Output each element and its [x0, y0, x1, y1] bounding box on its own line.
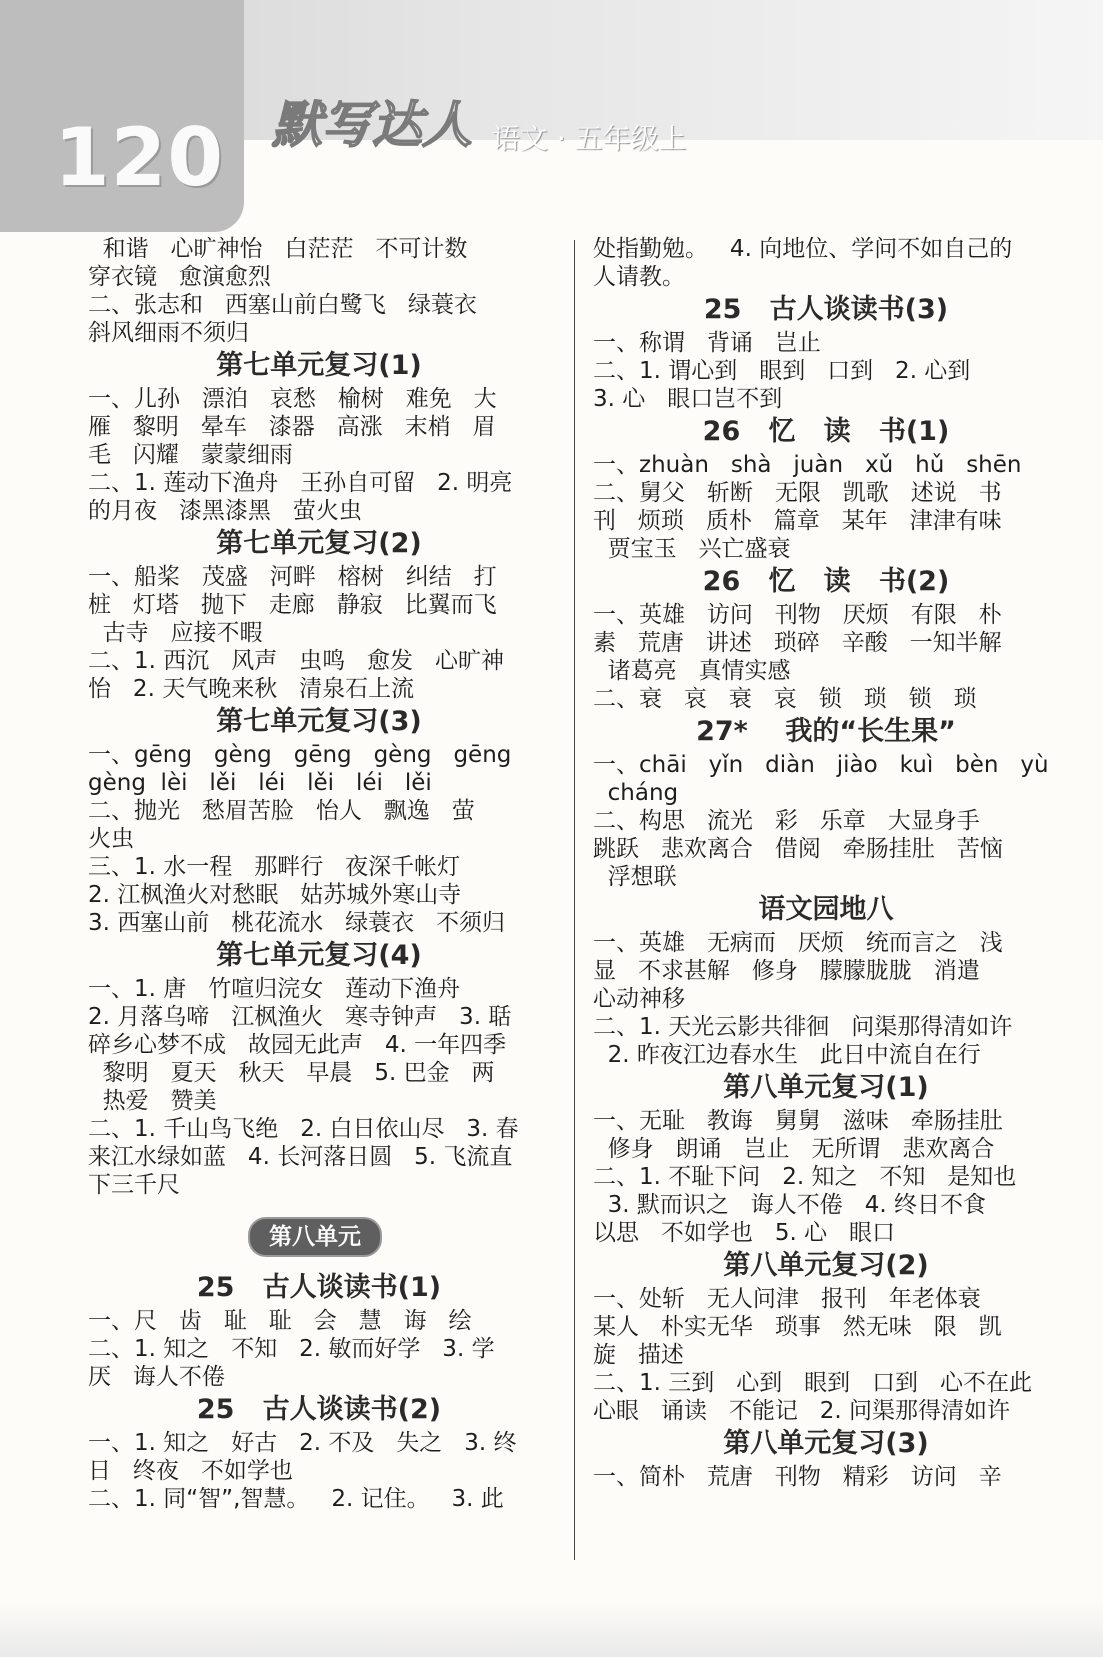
- answer-line: 二、1. 千山鸟飞绝 2. 白日依山尽 3. 春: [88, 1116, 519, 1142]
- section-heading: 25 古人谈读书(1): [196, 1272, 442, 1303]
- answer-line: 二、1. 西沉 风声 虫鸣 愈发 心旷神: [88, 648, 504, 674]
- right-column: [593, 235, 1059, 1491]
- answer-line: 一、儿孙 漂泊 哀愁 榆树 难免 大: [88, 386, 497, 412]
- answer-line: 热爱 赞美: [88, 1088, 217, 1114]
- answer-line: 二、衰 哀 衰 哀 锁 琐 锁 琐: [593, 686, 977, 712]
- page-header: [0, 0, 1103, 232]
- answer-line: 心动神移: [593, 986, 685, 1012]
- answer-line: 一、1. 唐 竹喧归浣女 莲动下渔舟: [88, 976, 461, 1002]
- answer-line: 二、张志和 西塞山前白鹭飞 绿蓑衣: [88, 292, 477, 318]
- answer-line: 一、尺 齿 耻 耻 会 慧 诲 绘: [88, 1308, 472, 1334]
- answer-line: 某人 朴实无华 琐事 然无味 限 凯: [593, 1314, 1002, 1340]
- answer-line: 二、1. 莲动下渔舟 王孙自可留 2. 明亮: [88, 470, 513, 496]
- section-heading: 语文园地八: [758, 894, 894, 925]
- answer-line: 穿衣镜 愈演愈烈: [88, 264, 271, 290]
- answer-line: 二、1. 天光云影共徘徊 问渠那得清如许: [593, 1014, 1013, 1040]
- answer-line: 一、zhuàn shà juàn xǔ hǔ shēn: [593, 452, 1022, 478]
- subject-label: 语文 · 五年级上: [492, 122, 687, 155]
- answer-line: 诸葛亮 真情实感: [593, 658, 791, 684]
- answer-line: 火虫: [88, 826, 134, 852]
- page-number: 120: [54, 111, 224, 204]
- answer-line: 浮想联: [593, 864, 677, 890]
- answer-line: 一、简朴 荒唐 刊物 精彩 访问 辛: [593, 1464, 1002, 1490]
- answer-line: 3. 默而识之 诲人不倦 4. 终日不食: [593, 1192, 986, 1218]
- answer-line: 日 终夜 不如学也: [88, 1458, 293, 1484]
- answer-line: 二、1. 三到 心到 眼到 口到 心不在此: [593, 1370, 1032, 1396]
- answer-line: 和谐 心旷神怡 白茫茫 不可计数: [88, 236, 468, 262]
- answer-line: 的月夜 漆黑漆黑 萤火虫: [88, 498, 362, 524]
- answer-line: 显 不求甚解 修身 朦朦胧胧 消遣: [593, 958, 980, 984]
- answer-line: 桩 灯塔 抛下 走廊 静寂 比翼而飞: [88, 592, 497, 618]
- answer-line: 修身 朗诵 岂止 无所谓 悲欢离合: [593, 1136, 995, 1162]
- section-heading: 第七单元复习(2): [216, 528, 422, 559]
- answer-line: 一、处斩 无人问津 报刊 年老体衰: [593, 1286, 981, 1312]
- section-heading: 第七单元复习(4): [216, 940, 422, 971]
- answer-line: 下三千尺: [88, 1172, 180, 1198]
- answer-line: 雁 黎明 晕车 漆器 高涨 末梢 眉: [88, 414, 496, 440]
- section-heading: 27* 我的“长生果”: [696, 716, 956, 747]
- answer-line: 2. 昨夜江边春水生 此日中流自在行: [593, 1042, 981, 1068]
- unit-badge: 第八单元: [248, 1217, 382, 1257]
- column-divider: [574, 240, 575, 1560]
- answer-line: 来江水绿如蓝 4. 长河落日圆 5. 飞流直: [88, 1144, 513, 1170]
- answer-line: 一、船桨 茂盛 河畔 榕树 纠结 打: [88, 564, 497, 590]
- section-heading: 25 古人谈读书(3): [703, 294, 949, 325]
- answer-line: 毛 闪耀 蒙蒙细雨: [88, 442, 293, 468]
- answer-line: 一、1. 知之 好古 2. 不及 失之 3. 终: [88, 1430, 517, 1456]
- answer-line: 斜风细雨不须归: [88, 320, 249, 346]
- page-footer-shade: [0, 1600, 1103, 1657]
- answer-line: 二、1. 谓心到 眼到 口到 2. 心到: [593, 358, 971, 384]
- answer-line: 3. 西塞山前 桃花流水 绿蓑衣 不须归: [88, 910, 506, 936]
- section-heading: 第八单元复习(2): [723, 1250, 929, 1281]
- answer-line: 碎乡心梦不成 故园无此声 4. 一年四季: [88, 1032, 507, 1058]
- section-heading: 第七单元复习(1): [216, 350, 422, 381]
- answer-line: 二、1. 知之 不知 2. 敏而好学 3. 学: [88, 1336, 495, 1362]
- answer-line: 人请教。: [593, 264, 685, 290]
- answer-line: 一、chāi yǐn diàn jiào kuì bèn yù: [593, 752, 1049, 778]
- answer-line: 厌 诲人不倦: [88, 1364, 225, 1390]
- answer-line: 跳跃 悲欢离合 借阅 牵肠挂肚 苦恼: [593, 836, 1003, 862]
- answer-line: 以思 不如学也 5. 心 眼口: [593, 1220, 896, 1246]
- answer-line: 贾宝玉 兴亡盛衰: [593, 536, 791, 562]
- section-heading: 26 忆 读 书(2): [702, 566, 950, 597]
- answer-line: 古寺 应接不暇: [88, 620, 263, 646]
- answer-line: 二、舅父 斩断 无限 凯歌 述说 书: [593, 480, 1002, 506]
- answer-line: 二、构思 流光 彩 乐章 大显身手: [593, 808, 980, 834]
- answer-line: 刊 烦琐 质朴 篇章 某年 津津有味: [593, 508, 1002, 534]
- answer-line: 2. 月落乌啼 江枫渔火 寒寺钟声 3. 聒: [88, 1004, 512, 1030]
- answer-line: 三、1. 水一程 那畔行 夜深千帐灯: [88, 854, 461, 880]
- section-heading: 第八单元复习(3): [723, 1428, 929, 1459]
- answer-line: 一、称谓 背诵 岂止: [593, 330, 821, 356]
- answer-line: 二、1. 不耻下问 2. 知之 不知 是知也: [593, 1164, 1017, 1190]
- section-heading: 第七单元复习(3): [216, 706, 422, 737]
- section-heading: 第八单元复习(1): [723, 1072, 929, 1103]
- answer-line: 3. 心 眼口岂不到: [593, 386, 783, 412]
- answer-line: 二、1. 同“智”,智慧。 2. 记住。 3. 此: [88, 1486, 504, 1512]
- left-column: [88, 235, 550, 1513]
- answer-line: cháng: [593, 780, 679, 806]
- answer-line: 2. 江枫渔火对愁眠 姑苏城外寒山寺: [88, 882, 462, 908]
- answer-line: 一、英雄 访问 刊物 厌烦 有限 朴: [593, 602, 1002, 628]
- answer-line: 素 荒唐 讲述 琐碎 辛酸 一知半解: [593, 630, 1002, 656]
- section-heading: 25 古人谈读书(2): [196, 1394, 442, 1425]
- unit-badge-wrap: [88, 1199, 550, 1269]
- answer-line: 处指勤勉。 4. 向地位、学问不如自己的: [593, 236, 1013, 262]
- answer-line: 一、英雄 无病而 厌烦 统而言之 浅: [593, 930, 1003, 956]
- section-heading: 26 忆 读 书(1): [702, 416, 950, 447]
- answer-line: 怡 2. 天气晚来秋 清泉石上流: [88, 676, 415, 702]
- answer-line: 一、gēng gèng gēng gèng gēng: [88, 742, 512, 768]
- answer-line: 心眼 诵读 不能记 2. 问渠那得清如许: [593, 1398, 1011, 1424]
- answer-line: 黎明 夏天 秋天 早晨 5. 巴金 两: [88, 1060, 495, 1086]
- brand-title: 默写达人: [272, 96, 472, 154]
- answer-line: gèng lèi lěi léi lěi léi lěi: [88, 770, 432, 796]
- answer-line: 旋 描述: [593, 1342, 684, 1368]
- answer-line: 二、抛光 愁眉苦脸 怡人 飘逸 萤: [88, 798, 475, 824]
- answer-line: 一、无耻 教诲 舅舅 滋味 牵肠挂肚: [593, 1108, 1003, 1134]
